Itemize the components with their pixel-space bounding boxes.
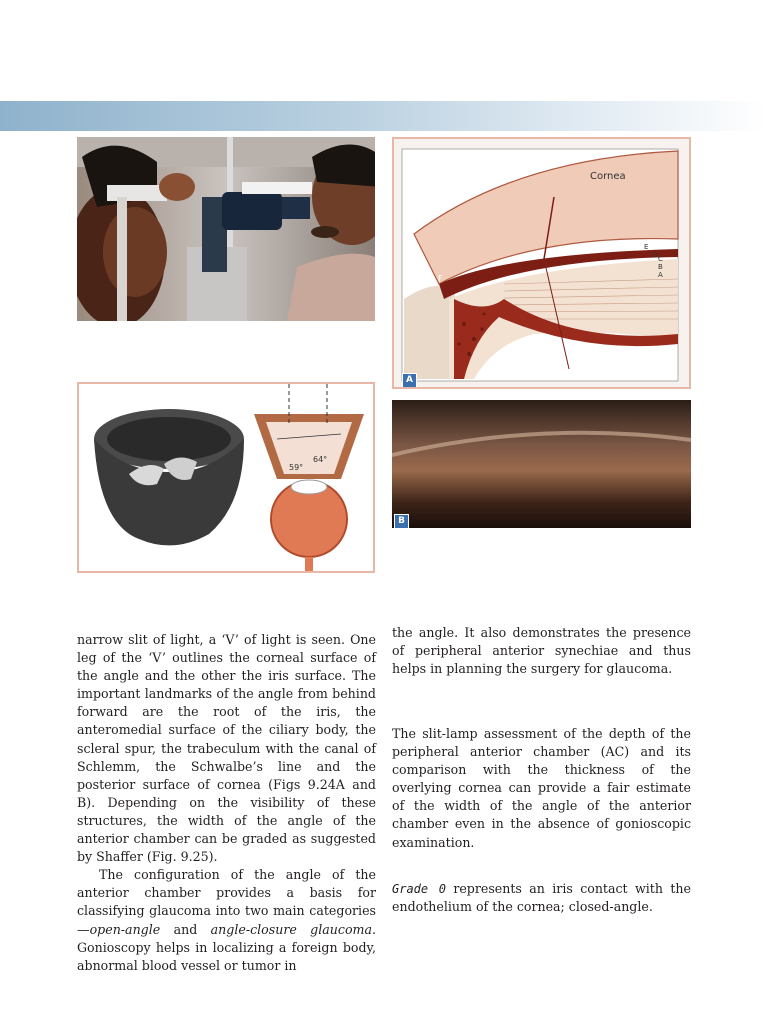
figure-a-angle-diagram: [392, 137, 691, 389]
left-paragraph-2: [77, 866, 376, 975]
label-f: F: [438, 274, 443, 283]
left-paragraph-1: narrow slit of light, a ‘V’ of light is seen. One leg of the ‘V’ outlines the corneal surface of the angle and the other the iris surface. The important landmarks of the angle from behind forward are the root of the iris, the anteromedial surface of the ciliary body, the scleral spur, the trabeculum with the canal of Schlemm, the Schwalbe’s line and the posterior surface of cornea (Figs 9.24A and B). Depending on the visibility of these structures, the width of the angle of the anterior chamber can be graded as suggested by Shaffer (Fig. 9.25).: [77, 632, 376, 865]
para2-start: The configuration of the angle of the anterior chamber provides a basis for classifying glaucoma into two main categories—: [77, 867, 376, 937]
label-a: A: [658, 271, 663, 279]
cornea-label: Cornea: [590, 171, 626, 182]
figure-b-gonio-photo: [392, 400, 691, 528]
para2-and: and: [160, 921, 211, 937]
para2-end: . Gonioscopy helps in localizing a foreign body, abnormal blood vessel or tumor in: [77, 921, 376, 973]
grade0-paragraph: [392, 880, 691, 916]
angle-59-label: 59°: [289, 463, 304, 472]
right-paragraph-1-text: the angle. It also demonstrates the presence of peripheral anterior synechiae and thus helps in planning the surgery for glaucoma.: [392, 625, 691, 677]
goniolens-figure: [77, 382, 375, 573]
angle-closure-term: angle-closure glaucoma: [210, 921, 372, 937]
label-d: D: [652, 251, 658, 259]
right-paragraph-1: [392, 624, 691, 678]
grade0-label: Grade 0: [392, 882, 446, 896]
right-paragraph-2-text: The slit-lamp assessment of the depth of the peripheral anterior chamber (AC) and its comparison with the thickness of the overlying cornea can provide a fair estimate of the width of the angle of the anterior chamber even in the absence of gonioscopic examination.: [392, 726, 691, 850]
angle-64-label: 64°: [313, 455, 328, 464]
right-paragraph-2: [392, 725, 691, 852]
label-e: E: [644, 243, 649, 251]
figure-a-badge: A: [402, 373, 417, 388]
grade0-text: represents an iris contact with the endothelium of the cornea; closed-angle.: [392, 881, 691, 915]
gonioscopy-exam-photo: [77, 137, 375, 321]
header-band: [0, 101, 768, 131]
open-angle-term: open-angle: [89, 921, 161, 937]
label-c: C: [658, 255, 663, 263]
label-b: B: [658, 263, 663, 271]
left-text-column: [77, 631, 376, 975]
figure-b-badge: B: [394, 514, 409, 528]
